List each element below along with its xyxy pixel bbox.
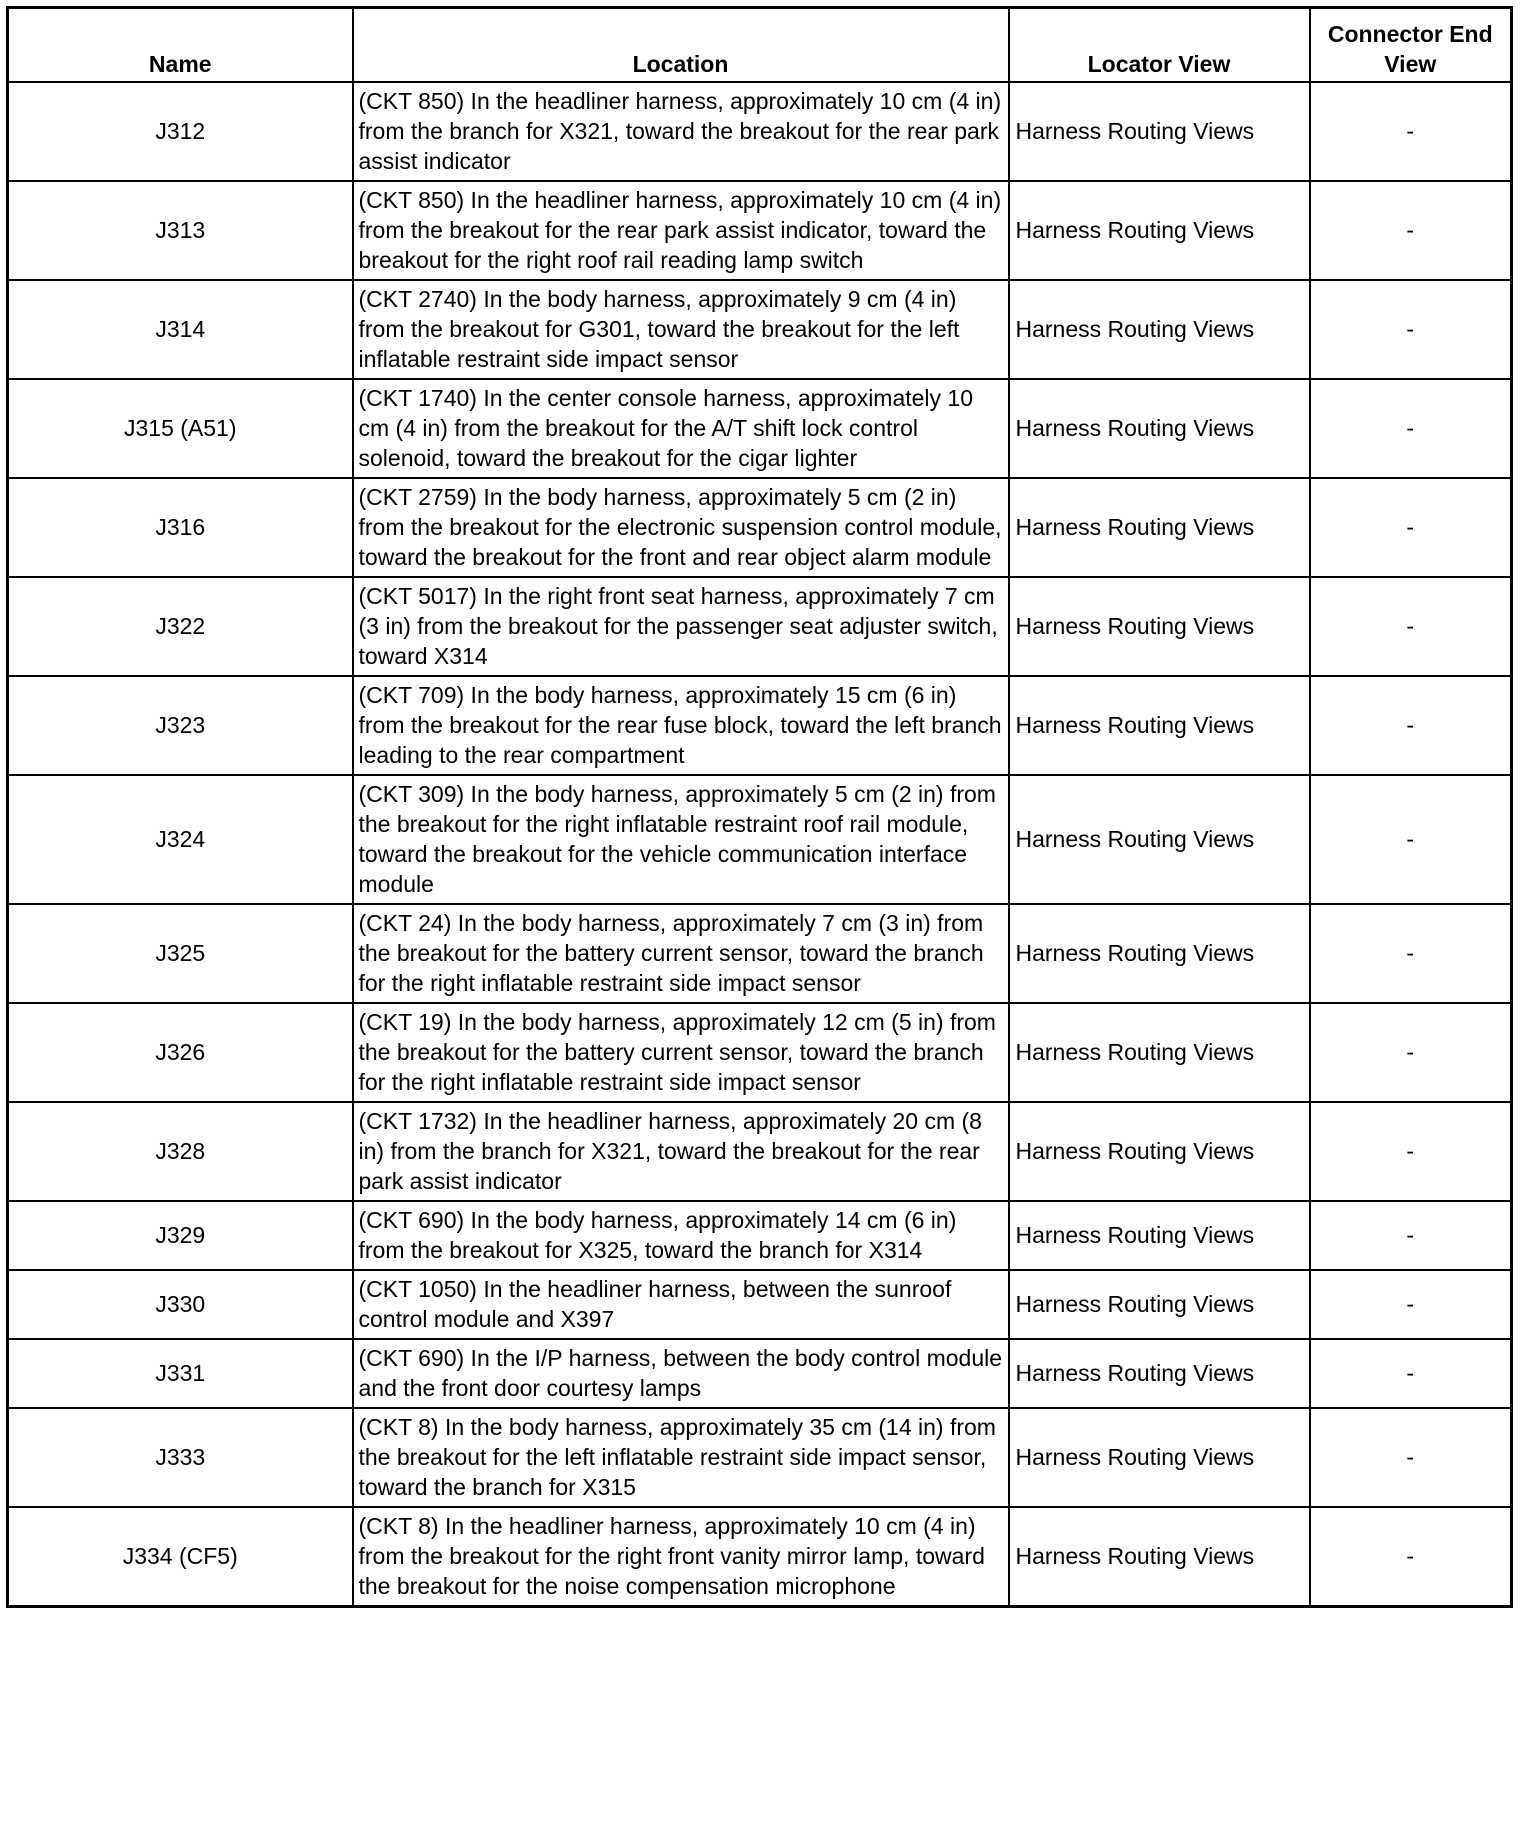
cell-location: (CKT 19) In the body harness, approximately 12 cm (5 in) from the breakout for the battery current sensor, toward the branch for the right inflatable restraint side impact sensor [353,1003,1009,1102]
cell-location: (CKT 5017) In the right front seat harness, approximately 7 cm (3 in) from the breakout for the passenger seat adjuster switch, toward X314 [353,577,1009,676]
cell-name: J326 [8,1003,353,1102]
cell-connector-end-view: - [1310,1270,1512,1339]
cell-name: J324 [8,775,353,904]
table-row [8,1408,1512,1507]
table-row [8,82,1512,181]
cell-name: J325 [8,904,353,1003]
cell-locator-view: Harness Routing Views [1009,181,1310,280]
cell-name: J329 [8,1201,353,1270]
cell-locator-view: Harness Routing Views [1009,775,1310,904]
header-location: Location [353,8,1009,83]
cell-connector-end-view: - [1310,280,1512,379]
cell-locator-view: Harness Routing Views [1009,82,1310,181]
cell-location: (CKT 690) In the body harness, approximately 14 cm (6 in) from the breakout for X325, toward the branch for X314 [353,1201,1009,1270]
cell-locator-view: Harness Routing Views [1009,1339,1310,1408]
cell-name: J315 (A51) [8,379,353,478]
table-row [8,1003,1512,1102]
cell-locator-view: Harness Routing Views [1009,904,1310,1003]
cell-name: J323 [8,676,353,775]
cell-connector-end-view: - [1310,577,1512,676]
table-row [8,379,1512,478]
cell-location: (CKT 8) In the headliner harness, approximately 10 cm (4 in) from the breakout for the right front vanity mirror lamp, toward the breakout for the noise compensation microphone [353,1507,1009,1607]
cell-name: J316 [8,478,353,577]
cell-connector-end-view: - [1310,82,1512,181]
cell-location: (CKT 8) In the body harness, approximately 35 cm (14 in) from the breakout for the left inflatable restraint side impact sensor, toward the branch for X315 [353,1408,1009,1507]
cell-locator-view: Harness Routing Views [1009,1408,1310,1507]
cell-location: (CKT 1732) In the headliner harness, approximately 20 cm (8 in) from the branch for X321, toward the breakout for the rear park assist indicator [353,1102,1009,1201]
table-row [8,676,1512,775]
table-row [8,1201,1512,1270]
cell-connector-end-view: - [1310,775,1512,904]
header-connector-end-view: Connector End View [1310,8,1512,83]
cell-connector-end-view: - [1310,1102,1512,1201]
cell-location: (CKT 690) In the I/P harness, between the body control module and the front door courtesy lamps [353,1339,1009,1408]
cell-locator-view: Harness Routing Views [1009,379,1310,478]
cell-location: (CKT 850) In the headliner harness, approximately 10 cm (4 in) from the branch for X321, toward the breakout for the rear park assist indicator [353,82,1009,181]
cell-connector-end-view: - [1310,181,1512,280]
cell-name: J331 [8,1339,353,1408]
cell-name: J312 [8,82,353,181]
table-row [8,181,1512,280]
cell-location: (CKT 2740) In the body harness, approximately 9 cm (4 in) from the breakout for G301, toward the breakout for the left inflatable restraint side impact sensor [353,280,1009,379]
cell-name: J334 (CF5) [8,1507,353,1607]
table-row [8,1507,1512,1607]
table-row [8,478,1512,577]
cell-name: J328 [8,1102,353,1201]
cell-locator-view: Harness Routing Views [1009,1201,1310,1270]
cell-locator-view: Harness Routing Views [1009,1507,1310,1607]
table-row [8,904,1512,1003]
cell-connector-end-view: - [1310,1201,1512,1270]
header-locator-view: Locator View [1009,8,1310,83]
cell-connector-end-view: - [1310,379,1512,478]
cell-connector-end-view: - [1310,1408,1512,1507]
cell-connector-end-view: - [1310,676,1512,775]
document-page [6,6,1510,1608]
cell-connector-end-view: - [1310,1507,1512,1607]
splice-locations-table [6,6,1513,1608]
cell-connector-end-view: - [1310,904,1512,1003]
cell-locator-view: Harness Routing Views [1009,478,1310,577]
cell-location: (CKT 24) In the body harness, approximately 7 cm (3 in) from the breakout for the battery current sensor, toward the branch for the right inflatable restraint side impact sensor [353,904,1009,1003]
cell-name: J313 [8,181,353,280]
cell-name: J330 [8,1270,353,1339]
cell-location: (CKT 1050) In the headliner harness, between the sunroof control module and X397 [353,1270,1009,1339]
cell-locator-view: Harness Routing Views [1009,1003,1310,1102]
table-row [8,1102,1512,1201]
table-row [8,1339,1512,1408]
cell-location: (CKT 1740) In the center console harness, approximately 10 cm (4 in) from the breakout for the A/T shift lock control solenoid, toward the breakout for the cigar lighter [353,379,1009,478]
cell-name: J314 [8,280,353,379]
cell-locator-view: Harness Routing Views [1009,280,1310,379]
cell-connector-end-view: - [1310,478,1512,577]
cell-locator-view: Harness Routing Views [1009,676,1310,775]
cell-locator-view: Harness Routing Views [1009,1270,1310,1339]
table-header-row [8,8,1512,83]
table-row [8,577,1512,676]
cell-locator-view: Harness Routing Views [1009,1102,1310,1201]
cell-name: J322 [8,577,353,676]
header-name: Name [8,8,353,83]
cell-locator-view: Harness Routing Views [1009,577,1310,676]
cell-connector-end-view: - [1310,1339,1512,1408]
cell-location: (CKT 709) In the body harness, approximately 15 cm (6 in) from the breakout for the rear fuse block, toward the left branch leading to the rear compartment [353,676,1009,775]
cell-location: (CKT 309) In the body harness, approximately 5 cm (2 in) from the breakout for the right inflatable restraint roof rail module, toward the breakout for the vehicle communication interface module [353,775,1009,904]
table-row [8,775,1512,904]
table-row [8,1270,1512,1339]
cell-location: (CKT 2759) In the body harness, approximately 5 cm (2 in) from the breakout for the electronic suspension control module, toward the breakout for the front and rear object alarm module [353,478,1009,577]
cell-connector-end-view: - [1310,1003,1512,1102]
cell-location: (CKT 850) In the headliner harness, approximately 10 cm (4 in) from the breakout for the rear park assist indicator, toward the breakout for the right roof rail reading lamp switch [353,181,1009,280]
table-row [8,280,1512,379]
cell-name: J333 [8,1408,353,1507]
